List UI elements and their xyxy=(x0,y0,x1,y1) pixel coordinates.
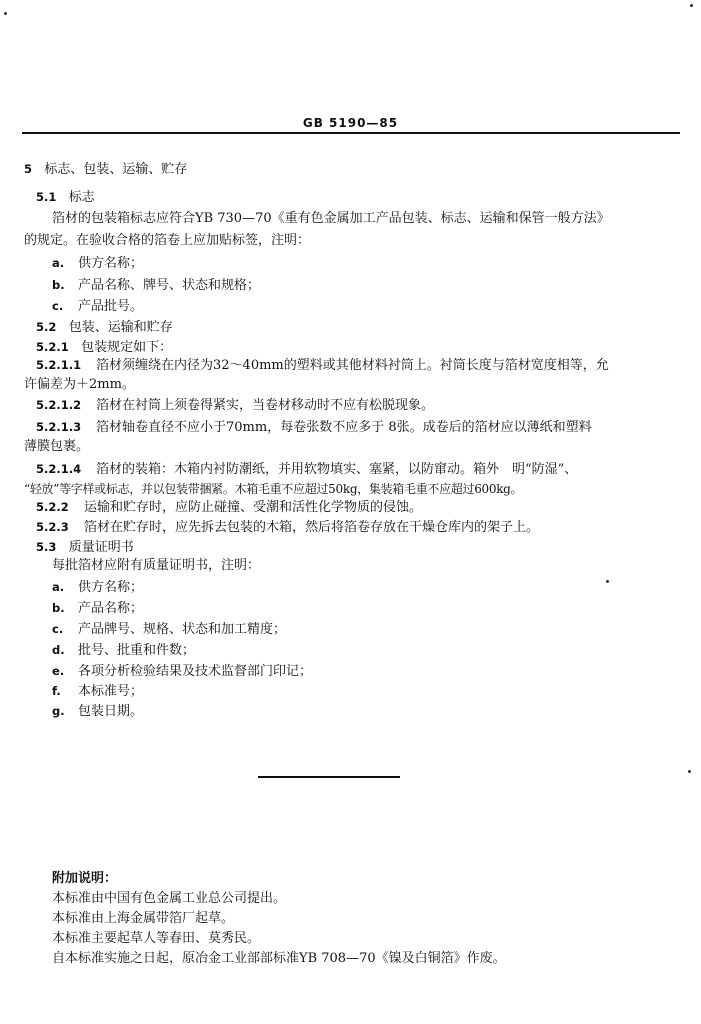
list-item xyxy=(52,682,143,701)
section-number: 5 xyxy=(24,162,33,176)
list-marker: g. xyxy=(52,704,65,718)
section-5-3-heading xyxy=(36,538,134,557)
paragraph-line: 箔材的装箱：木箱内衬防潮纸，并用软物填实、塞紧，以防窜动。箱外 明“防湿”、 xyxy=(96,462,578,477)
list-text: 产品批号。 xyxy=(78,299,144,314)
section-5-heading xyxy=(24,160,187,179)
list-marker: b. xyxy=(52,601,65,615)
paragraph-line: 箔材在贮存时，应先拆去包装的木箱，然后将箔卷存放在干燥仓库内的架子上。 xyxy=(84,520,540,535)
list-item xyxy=(52,641,195,660)
list-marker: d. xyxy=(52,643,65,657)
section-number: 5.2.1.2 xyxy=(36,398,82,412)
list-marker: b. xyxy=(52,278,65,292)
clause-5-2-1-2 xyxy=(36,396,434,415)
notes-line: 本标准由中国有色金属工业总公司提出。 xyxy=(52,891,287,906)
notes-title: 附加说明： xyxy=(52,871,118,886)
section-number: 5.2.3 xyxy=(36,520,69,534)
list-item xyxy=(52,276,260,295)
section-title: 包装、运输和贮存 xyxy=(68,320,173,335)
paragraph-line: “轻放”等字样或标志，并以包装带捆紧。木箱毛重不应超过50kg，集装箱毛重不应超过600kg。 xyxy=(24,482,523,496)
clause-5-2-1-3 xyxy=(36,418,592,437)
list-text: 产品名称、牌号、状态和规格； xyxy=(78,278,261,293)
section-number: 5.2.1.3 xyxy=(36,420,82,434)
paragraph-line: 薄膜包裹。 xyxy=(24,439,90,454)
list-marker: a. xyxy=(52,580,65,594)
clause-5-2-2 xyxy=(36,498,422,517)
paragraph-line: 许偏差为＋2mm。 xyxy=(24,377,135,392)
list-text: 产品名称； xyxy=(78,601,144,616)
paragraph-line: 箔材须缠绕在内径为32～40mm的塑料或其他材料衬筒上。衬筒长度与箔材宽度相等，允 xyxy=(96,358,609,373)
section-title: 标志、包装、运输、贮存 xyxy=(44,162,188,177)
section-number: 5.2.2 xyxy=(36,500,69,514)
notes-line: 本标准主要起草人等春田、莫秀民。 xyxy=(52,931,261,946)
list-text: 包装日期。 xyxy=(78,704,144,719)
list-marker: f. xyxy=(52,684,61,698)
list-item xyxy=(52,578,143,597)
list-marker: e. xyxy=(52,664,65,678)
list-item xyxy=(52,254,143,273)
list-text: 批号、批重和件数； xyxy=(78,643,196,658)
scan-speck xyxy=(4,12,7,15)
section-title: 质量证明书 xyxy=(68,540,134,555)
scan-speck xyxy=(688,770,691,773)
section-number: 5.3 xyxy=(36,540,57,554)
list-text: 供方名称； xyxy=(78,256,144,271)
section-title: 包装规定如下： xyxy=(81,340,173,355)
header-rule xyxy=(22,132,680,134)
paragraph-line: 运输和贮存时，应防止碰撞、受潮和活性化学物质的侵蚀。 xyxy=(84,500,423,515)
list-text: 各项分析检验结果及技术监督部门印记； xyxy=(78,664,313,679)
clause-5-2-1-4 xyxy=(36,460,577,479)
list-item xyxy=(52,620,286,639)
paragraph-line: 每批箔材应附有质量证明书，注明： xyxy=(52,558,261,573)
section-number: 5.2.1.4 xyxy=(36,462,82,476)
notes-line: 自本标准实施之日起，原冶金工业部部标准YB 708—70《镍及白铜箔》作废。 xyxy=(52,951,506,966)
section-title: 标志 xyxy=(68,190,95,205)
section-5-2-heading xyxy=(36,318,173,337)
scan-speck xyxy=(690,4,693,7)
list-marker: c. xyxy=(52,622,64,636)
paragraph-line: 箔材在衬筒上须卷得紧实，当卷材移动时不应有松脱现象。 xyxy=(96,398,435,413)
paragraph-line: 箔材的包装箱标志应符合YB 730—70《重有色金属加工产品包装、标志、运输和保管一般方法》 xyxy=(52,211,610,226)
clause-5-2-1-1 xyxy=(36,356,609,375)
scan-speck xyxy=(606,580,609,583)
list-item xyxy=(52,702,143,721)
section-number: 5.2.1.1 xyxy=(36,358,82,372)
list-text: 产品牌号、规格、状态和加工精度； xyxy=(78,622,287,637)
list-item xyxy=(52,599,143,618)
list-item xyxy=(52,297,143,316)
section-5-2-1-heading xyxy=(36,338,172,357)
paragraph-line: 箔材轴卷直径不应小于70mm，每卷张数不应多于 8张。成卷后的箔材应以薄纸和塑料 xyxy=(96,420,592,435)
section-number: 5.1 xyxy=(36,190,57,204)
list-marker: a. xyxy=(52,256,65,270)
standard-code-header: GB 5190—85 xyxy=(302,116,399,130)
list-text: 供方名称； xyxy=(78,580,144,595)
notes-line: 本标准由上海金属带箔厂起草。 xyxy=(52,911,235,926)
list-item xyxy=(52,662,312,681)
section-number: 5.2 xyxy=(36,320,57,334)
clause-5-2-3 xyxy=(36,518,539,537)
list-marker: c. xyxy=(52,299,64,313)
paragraph-line: 的规定。在验收合格的箔卷上应加贴标签，注明： xyxy=(24,233,311,248)
list-text: 本标准号； xyxy=(78,684,144,699)
section-5-1-heading xyxy=(36,188,95,207)
section-separator xyxy=(258,776,400,778)
section-number: 5.2.1 xyxy=(36,340,69,354)
